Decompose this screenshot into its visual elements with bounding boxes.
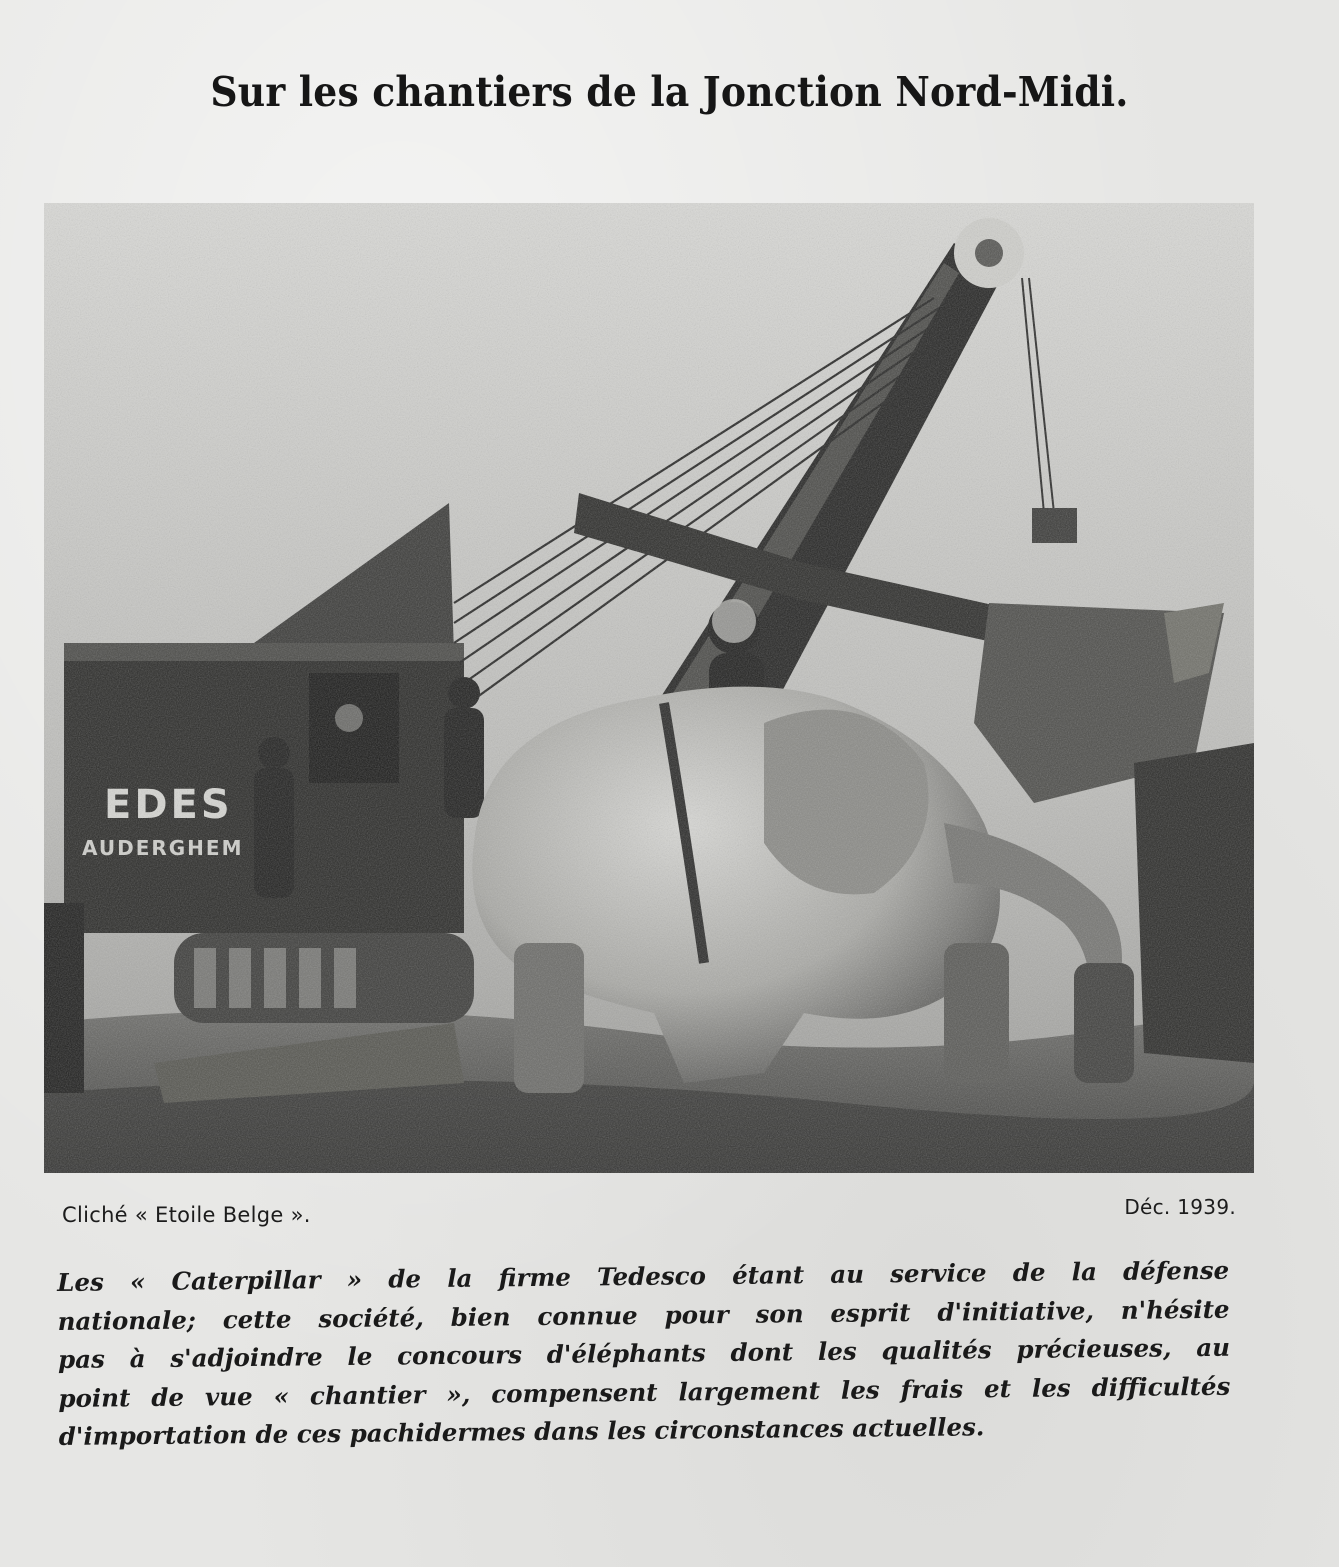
caption-line: d'importation de ces pachidermes dans les circonstances actuelles.	[58, 1412, 985, 1451]
caption-line: Les « Caterpillar » de la firme Tedesco étant au service de la défense	[57, 1255, 1230, 1297]
caption-paragraph	[57, 1252, 1231, 1457]
headline: Sur les chantiers de la Jonction Nord-Midi.	[210, 68, 1129, 116]
caption-line: pas à s'adjoindre le concours d'éléphants dont les qualités précieuses, au	[57, 1332, 1231, 1374]
photograph-excavator-elephant	[44, 203, 1254, 1173]
caption-line: nationale; cette société, bien connue pour son esprit d'initiative, n'hésite	[57, 1294, 1230, 1336]
photo-credit: Cliché « Etoile Belge ».	[62, 1203, 311, 1227]
photo-date: Déc. 1939.	[1124, 1195, 1236, 1219]
photo-illustration	[44, 203, 1254, 1173]
caption-line: point de vue « chantier », compensent largement les frais et les difficultés	[58, 1371, 1231, 1413]
